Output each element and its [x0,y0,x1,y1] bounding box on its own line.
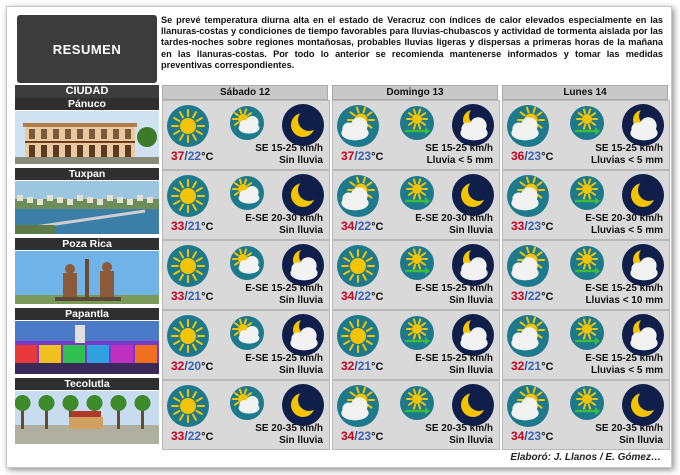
city-column [15,85,159,448]
temp-separator: / [354,219,358,233]
temperature [511,289,553,303]
day-header-0: Sábado 12 [162,85,328,100]
wind-rain [591,143,663,167]
temperature [171,149,213,163]
temp-max: 34 [341,289,355,303]
forecast-cell [332,100,500,170]
partly-cloudy-icon [506,174,550,223]
rain-amount: Sin lluvia [449,225,493,236]
city-name: Papantla [15,308,159,320]
sun-icon [336,314,380,363]
temp-max: 32 [171,359,185,373]
temperature [511,359,553,373]
city-name: Tecolutla [15,378,159,390]
wind-sun-icon [399,385,435,426]
temp-unit: °C [201,291,214,303]
temp-max: 37 [341,149,355,163]
day-header-2: Lunes 14 [502,85,668,100]
forecast-panel [6,6,672,468]
temp-min: 22 [357,289,372,303]
sun-icon [166,384,210,433]
wind-speed: SE 20-35 km/h [425,423,493,434]
temp-unit: °C [201,361,214,373]
temp-max: 37 [171,149,185,163]
resumen-label: RESUMEN [17,15,157,83]
rain-amount: Lluvias < 10 mm [585,295,663,306]
partly-cloudy-icon [336,384,380,433]
temp-separator: / [524,289,528,303]
wind-sun-icon [399,105,435,146]
temp-unit: °C [541,221,554,233]
temp-separator: / [184,219,188,233]
temp-max: 32 [341,359,355,373]
temperature [341,359,383,373]
rain-amount: Sin lluvia [279,435,323,446]
wind-speed: SE 20-35 km/h [595,423,663,434]
temp-min: 22 [187,149,202,163]
partly-cloudy-icon [336,174,380,223]
city-0 [15,98,159,168]
wind-sun-icon [569,245,605,286]
forecast-cell [332,380,500,450]
forecast-cell [162,100,330,170]
temp-max: 33 [511,219,525,233]
wind-rain [585,283,663,307]
plaza-photo [15,391,159,444]
river-photo [15,181,159,234]
wind-sun-icon [399,175,435,216]
sun-cloud-icon [229,245,265,286]
temp-max: 32 [511,359,525,373]
temperature [171,219,213,233]
sun-cloud-icon [229,315,265,356]
wind-rain [245,283,323,307]
forecast-cell [332,310,500,380]
temp-unit: °C [541,361,554,373]
city-header: CIUDAD [15,85,159,98]
temp-max: 36 [511,149,525,163]
wind-rain [585,213,663,237]
temp-min: 22 [527,289,542,303]
forecast-cell [502,310,670,380]
sun-icon [166,314,210,363]
temp-max: 34 [341,219,355,233]
rain-amount: Lluvia < 5 mm [426,155,493,166]
temp-separator: / [184,289,188,303]
wind-sun-icon [569,105,605,146]
rain-amount: Lluvias < 5 mm [591,225,663,236]
rain-amount: Sin lluvia [449,365,493,376]
temp-unit: °C [371,291,384,303]
temp-min: 21 [187,219,202,233]
rain-amount: Sin lluvia [619,435,663,446]
temp-separator: / [354,359,358,373]
temp-unit: °C [541,431,554,443]
rain-amount: Sin lluvia [279,155,323,166]
temperature [341,219,383,233]
temperature [341,429,383,443]
wind-speed: E-SE 15-25 km/h [415,353,493,364]
temp-min: 23 [357,429,372,443]
temp-separator: / [354,289,358,303]
temp-unit: °C [201,151,214,163]
wind-rain [425,423,493,447]
temperature [511,149,553,163]
partly-cloudy-icon [506,384,550,433]
city-3 [15,308,159,378]
resumen-text: Se prevé temperatura diurna alta en el estado de Veracruz con índices de calor elevados especialmente en las llanuras-costas y condiciones de tiempo favorables para lluvias-chubascos y actividad de tormenta aislada por las tardes-noches sobre regiones montañosas, probables lluvias ligeras y dispersas a primeras horas de la mañana en las llanuras-costas. Por todo lo anterior se recomienda mantenerse informados y tomar las medidas preventivas correspondientes. [161,15,663,70]
wind-sun-icon [569,315,605,356]
wind-speed: E-SE 15-25 km/h [585,283,663,294]
temp-unit: °C [201,221,214,233]
building-photo [15,111,159,164]
sun-icon [166,244,210,293]
rain-amount: Sin lluvia [449,295,493,306]
temp-unit: °C [371,221,384,233]
temp-separator: / [184,359,188,373]
rain-amount: Sin lluvia [279,365,323,376]
temp-min: 23 [527,149,542,163]
wind-speed: E-SE 15-25 km/h [245,353,323,364]
partly-cloudy-icon [506,314,550,363]
forecast-cell [162,380,330,450]
temp-separator: / [354,149,358,163]
temp-min: 21 [357,359,372,373]
temp-max: 34 [341,429,355,443]
wind-speed: E-SE 20-30 km/h [585,213,663,224]
sun-icon [336,244,380,293]
city-name: Pánuco [15,98,159,110]
forecast-cell [162,240,330,310]
sun-cloud-icon [229,105,265,146]
temp-separator: / [524,359,528,373]
temp-max: 33 [171,219,185,233]
temp-separator: / [184,429,188,443]
wind-rain [245,213,323,237]
wind-speed: SE 15-25 km/h [595,143,663,154]
temp-separator: / [524,429,528,443]
temp-unit: °C [371,361,384,373]
monument-photo [15,251,159,304]
city-name: Poza Rica [15,238,159,250]
wind-sun-icon [399,315,435,356]
temp-max: 33 [171,289,185,303]
city-name: Tuxpan [15,168,159,180]
forecast-cell [502,240,670,310]
wind-rain [245,353,323,377]
forecast-cell [162,310,330,380]
wind-rain [415,353,493,377]
temperature [171,289,213,303]
wind-speed: SE 15-25 km/h [425,143,493,154]
temp-unit: °C [201,431,214,443]
rain-amount: Sin lluvia [449,435,493,446]
temp-min: 22 [357,219,372,233]
temperature [341,289,383,303]
temp-min: 21 [527,359,542,373]
partly-cloudy-icon [506,104,550,153]
temp-max: 33 [511,289,525,303]
city-4 [15,378,159,448]
temp-separator: / [524,219,528,233]
partly-cloudy-icon [506,244,550,293]
temp-min: 20 [187,359,202,373]
temp-min: 23 [527,219,542,233]
footer-credit: Elaboró: J. Llanos / E. Gómez… [510,452,661,463]
temperature [341,149,383,163]
city-1 [15,168,159,238]
forecast-cell [332,170,500,240]
rain-amount: Sin lluvia [279,295,323,306]
rain-amount: Lluvias < 5 mm [591,155,663,166]
wind-sun-icon [569,385,605,426]
wind-speed: E-SE 15-25 km/h [585,353,663,364]
wind-speed: E-SE 20-30 km/h [415,213,493,224]
temp-unit: °C [371,151,384,163]
wind-speed: E-SE 15-25 km/h [415,283,493,294]
day-header-1: Domingo 13 [332,85,498,100]
city-2 [15,238,159,308]
temp-min: 21 [187,289,202,303]
temp-separator: / [524,149,528,163]
wind-rain [595,423,663,447]
wind-rain [415,283,493,307]
temp-min: 23 [357,149,372,163]
temp-min: 22 [187,429,202,443]
wind-sun-icon [399,245,435,286]
forecast-cell [332,240,500,310]
wind-speed: SE 20-35 km/h [255,423,323,434]
wind-speed: SE 15-25 km/h [255,143,323,154]
temperature [511,429,553,443]
mural-photo [15,321,159,374]
wind-rain [255,143,323,167]
forecast-cell [502,100,670,170]
temp-unit: °C [371,431,384,443]
temperature [511,219,553,233]
temperature [171,429,213,443]
temp-separator: / [184,149,188,163]
temp-unit: °C [541,151,554,163]
sun-cloud-icon [229,385,265,426]
sun-icon [166,174,210,223]
rain-amount: Sin lluvia [279,225,323,236]
forecast-cell [162,170,330,240]
temp-unit: °C [541,291,554,303]
wind-rain [415,213,493,237]
partly-cloudy-icon [336,104,380,153]
sun-cloud-icon [229,175,265,216]
temp-min: 23 [527,429,542,443]
temp-max: 34 [511,429,525,443]
wind-rain [255,423,323,447]
forecast-cell [502,170,670,240]
wind-sun-icon [569,175,605,216]
rain-amount: Lluvias < 5 mm [591,365,663,376]
wind-rain [585,353,663,377]
temperature [171,359,213,373]
temp-separator: / [354,429,358,443]
wind-speed: E-SE 15-25 km/h [245,283,323,294]
forecast-cell [502,380,670,450]
wind-speed: E-SE 20-30 km/h [245,213,323,224]
wind-rain [425,143,493,167]
temp-max: 33 [171,429,185,443]
sun-icon [166,104,210,153]
